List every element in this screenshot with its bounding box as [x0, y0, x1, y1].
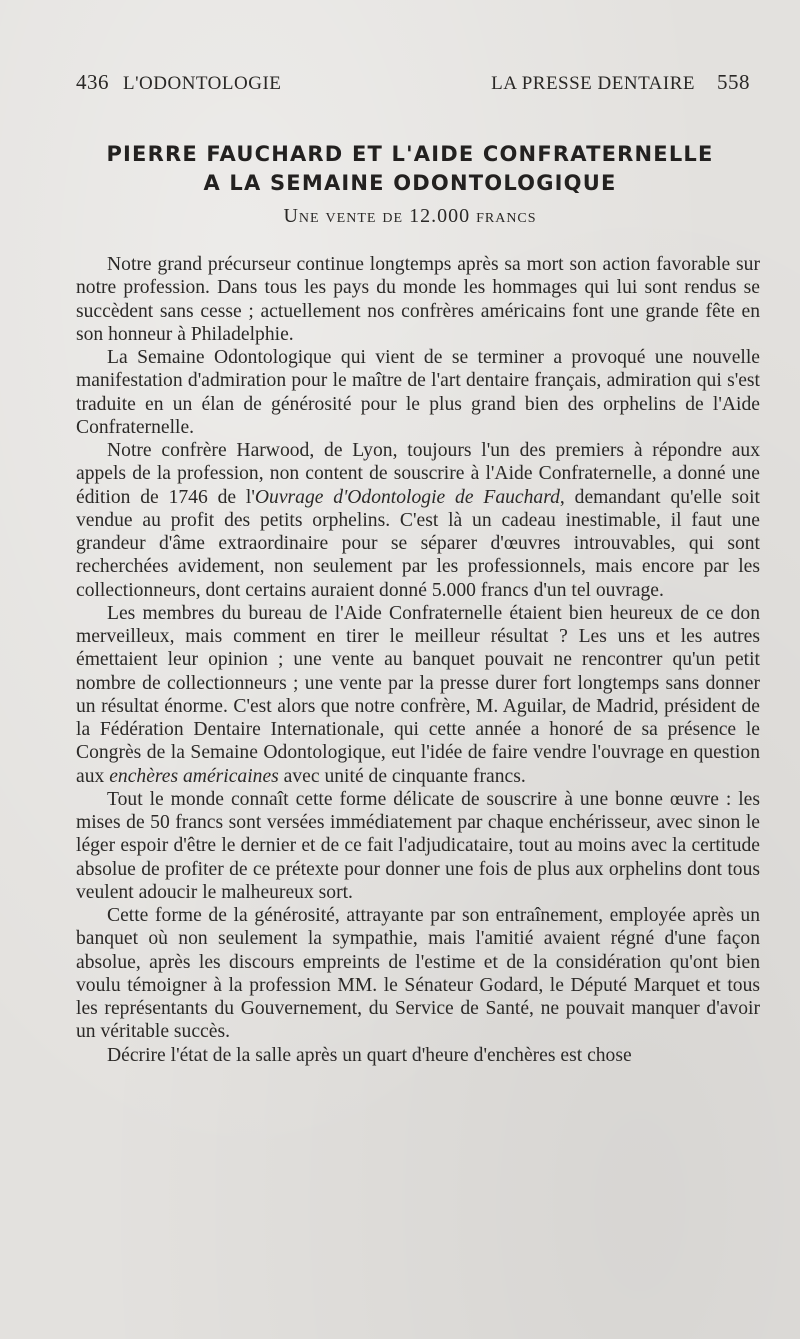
- right-page-number: 558: [717, 70, 750, 94]
- right-running-title: LA PRESSE DENTAIRE: [491, 73, 695, 94]
- article-body: [76, 253, 760, 1067]
- paragraph-4-text-a: Les membres du bureau de l'Aide Confraternelle étaient bien heureux de ce don merveilleux, mais comment en tirer le meilleur résultat ? Les uns et les autres émettaient leur opinion ; une vente au banquet pouvait ne rencontrer qu'un petit nombre de collectionneurs ; une vente par la presse durer fort longtemps sans donner un résultat énorme. C'est alors que notre confrère, M. Aguilar, de Madrid, président de la Fédération Dentaire Internationale, qui cette année a honoré de sa présence le Congrès de la Semaine Odontologique, eut l'idée de faire vendre l'ouvrage en question aux: [76, 602, 760, 787]
- paragraph-7: Décrire l'état de la salle après un quart d'heure d'enchères est chose: [107, 1044, 632, 1066]
- header-left: [76, 70, 281, 95]
- paragraph-6: Cette forme de la générosité, attrayante par son entraînement, employée après un banquet où non seulement la sympathie, mais l'amitié avaient régné d'une façon absolue, après les discours empreints de l'estime et de la considération qu'ont bien voulu témoigner à la profession MM. le Sénateur Godard, le Député Marquet et tous les représentants du Gouvernement, du Service de Santé, ne pouvait manquer d'avoir un véritable succès.: [76, 905, 760, 1043]
- paragraph-4: [76, 602, 760, 788]
- article-title: [60, 140, 760, 198]
- book-title-italic: Ouvrage d'Odontologie de Fauchard: [254, 486, 560, 508]
- paragraph-2: La Semaine Odontologique qui vient de se terminer a provoqué une nouvelle manifestation d'admiration pour le maître de l'art dentaire français, admiration qui s'est traduite en un élan de générosité pour le plus grand bien des orphelins de l'Aide Confraternelle.: [76, 347, 760, 438]
- running-header: [76, 70, 750, 100]
- article-title-line-1: PIERRE FAUCHARD ET L'AIDE CONFRATERNELLE: [106, 142, 714, 166]
- paragraph-3-text-b: , demandant qu'elle soit vendue au profit des petits orphelins. C'est là un cadeau inestimable, il faut une grandeur d'âme extraordinaire pour se séparer d'œuvres introuvables, qui sont recherchées avidement, non seulement par les professionnels, mais encore par les collectionneurs, dont certains auraient donné 5.000 francs d'un tel ouvrage.: [76, 486, 760, 601]
- paragraph-1: Notre grand précurseur continue longtemps après sa mort son action favorable sur notre profession. Dans tous les pays du monde les hommages qui lui sont rendus se succèdent sans cesse ; actuellement nos confrères américains font une grande fête en son honneur à Philadelphie.: [76, 254, 760, 345]
- left-page-number: 436: [76, 70, 109, 94]
- paragraph-4-text-b: avec unité de cinquante francs.: [278, 765, 526, 787]
- paragraph-3-text-a: Notre confrère Harwood, de Lyon, toujours l'un des premiers à répondre aux appels de la profession, non content de souscrire à l'Aide Confraternelle, a donné une édition de 1746 de l': [76, 440, 760, 508]
- left-running-title: L'ODONTOLOGIE: [123, 73, 282, 94]
- paragraph-5: Tout le monde connaît cette forme délicate de souscrire à une bonne œuvre : les mises de 50 francs sont versées immédiatement par chaque enchérisseur, avec sinon le léger espoir d'être le dernier et de ce fait l'adjudicataire, tout au moins avec la certitude absolue de profiter de ce prétexte pour donner une fois de plus aux orphelins dont tous veulent adoucir le malheureux sort.: [76, 788, 760, 903]
- paragraph-3: [76, 439, 760, 602]
- auction-type-italic: enchères américaines: [109, 765, 279, 787]
- header-right: [491, 70, 750, 95]
- article-title-line-2: A LA SEMAINE ODONTOLOGIQUE: [203, 171, 617, 195]
- article-subtitle: Une vente de 12.000 francs: [283, 205, 537, 227]
